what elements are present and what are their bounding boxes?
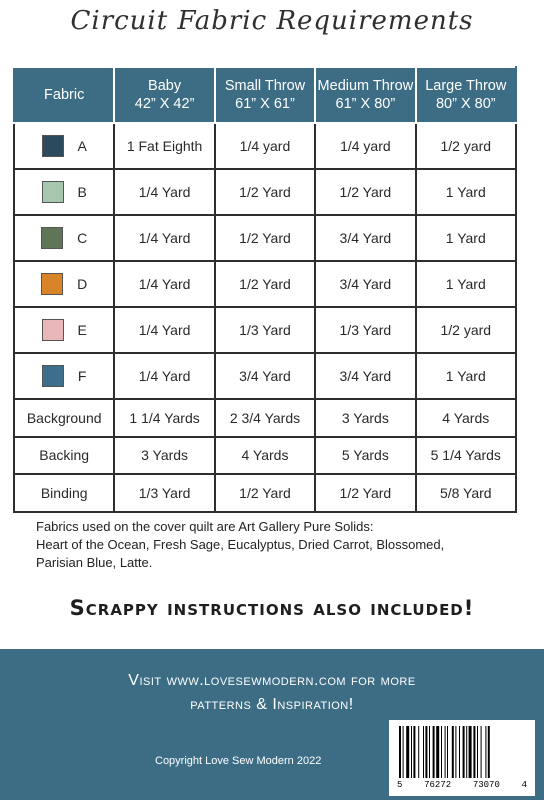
header-small-throw xyxy=(215,67,315,123)
amount-cell: 1 Yard xyxy=(416,261,516,307)
amount-cell: 5/8 Yard xyxy=(416,474,516,512)
note-line: Fabrics used on the cover quilt are Art Gallery Pure Solids: xyxy=(36,519,374,534)
header-small-throw-size: 61” X 61” xyxy=(235,96,295,112)
table-row xyxy=(14,261,516,307)
header-large-throw xyxy=(416,67,516,123)
table-row xyxy=(14,169,516,215)
visit-line: Visit www.lovesewmodern.com for more xyxy=(128,672,416,689)
fabric-cell xyxy=(14,307,114,353)
amount-cell: 1 Yard xyxy=(416,215,516,261)
amount-cell: 3/4 Yard xyxy=(315,353,415,399)
page-title: Circuit Fabric Requirements xyxy=(70,6,474,36)
header-fabric xyxy=(14,67,114,123)
amount-cell: 4 Yards xyxy=(416,399,516,437)
visit-website-text xyxy=(0,669,544,717)
amount-cell: 5 Yards xyxy=(315,437,415,475)
table-row xyxy=(14,215,516,261)
table-row xyxy=(14,437,516,475)
header-medium-throw-label: Medium Throw xyxy=(317,78,414,94)
amount-cell: 1 Yard xyxy=(416,353,516,399)
fabric-swatch-icon xyxy=(42,135,64,157)
amount-cell: 1 Fat Eighth xyxy=(114,123,214,169)
header-medium-throw-size: 61” X 80” xyxy=(335,96,396,112)
amount-cell: 1/2 Yard xyxy=(215,474,315,512)
amount-cell: 2 3/4 Yards xyxy=(215,399,315,437)
amount-cell: 3/4 Yard xyxy=(315,215,415,261)
amount-cell: 4 Yards xyxy=(215,437,315,475)
header-fabric-label: Fabric xyxy=(44,87,85,103)
amount-cell: 1/3 Yard xyxy=(215,307,315,353)
amount-cell: 3 Yards xyxy=(315,399,415,437)
amount-cell: 1/4 Yard xyxy=(114,353,214,399)
amount-cell: 1/3 Yard xyxy=(114,474,214,512)
header-small-throw-label: Small Throw xyxy=(224,78,306,94)
row-label-cell: Background xyxy=(14,399,114,437)
fabric-swatch-icon xyxy=(41,273,63,295)
visit-line: patterns & Inspiration! xyxy=(190,696,354,713)
fabric-letter: D xyxy=(77,276,88,292)
amount-cell: 1 Yard xyxy=(416,169,516,215)
fabric-letter: F xyxy=(77,368,87,384)
amount-cell: 1/4 Yard xyxy=(114,307,214,353)
fabric-note xyxy=(36,518,516,572)
footer-band xyxy=(0,649,544,800)
barcode-bars-icon xyxy=(397,726,527,778)
header-large-throw-size: 80” X 80” xyxy=(435,96,496,112)
fabric-swatch-icon xyxy=(42,365,64,387)
fabric-cell xyxy=(14,215,114,261)
amount-cell: 3 Yards xyxy=(114,437,214,475)
header-baby-size: 42” X 42” xyxy=(134,96,195,112)
amount-cell: 5 1/4 Yards xyxy=(416,437,516,475)
scrappy-instructions-banner: Scrappy instructions also included! xyxy=(69,596,475,620)
fabric-letter: C xyxy=(77,230,88,246)
barcode-digit: 5 xyxy=(397,780,403,790)
amount-cell: 1 1/4 Yards xyxy=(114,399,214,437)
amount-cell: 1/4 Yard xyxy=(114,261,214,307)
table-row xyxy=(14,474,516,512)
amount-cell: 1/4 yard xyxy=(315,123,415,169)
barcode-digit: 4 xyxy=(521,780,527,790)
fabric-cell xyxy=(14,123,114,169)
row-label-cell: Backing xyxy=(14,437,114,475)
barcode-digits xyxy=(397,780,527,790)
fabric-swatch-icon xyxy=(42,181,64,203)
note-line: Heart of the Ocean, Fresh Sage, Eucalyptus, Dried Carrot, Blossomed, xyxy=(36,537,445,552)
copyright-text: Copyright Love Sew Modern 2022 xyxy=(155,755,322,767)
amount-cell: 1/4 Yard xyxy=(114,215,214,261)
amount-cell: 1/2 yard xyxy=(416,123,516,169)
barcode-digit: 76272 xyxy=(424,780,452,790)
fabric-requirements-table xyxy=(13,66,517,513)
note-line: Parisian Blue, Latte. xyxy=(36,555,153,570)
amount-cell: 1/4 Yard xyxy=(114,169,214,215)
fabric-cell xyxy=(14,353,114,399)
amount-cell: 1/2 Yard xyxy=(215,169,315,215)
amount-cell: 1/2 yard xyxy=(416,307,516,353)
amount-cell: 3/4 Yard xyxy=(315,261,415,307)
fabric-letter: B xyxy=(77,184,87,200)
amount-cell: 1/4 yard xyxy=(215,123,315,169)
amount-cell: 1/2 Yard xyxy=(215,261,315,307)
fabric-swatch-icon xyxy=(41,227,63,249)
table-row xyxy=(14,353,516,399)
table-row xyxy=(14,307,516,353)
table-row xyxy=(14,123,516,169)
fabric-cell xyxy=(14,169,114,215)
header-medium-throw xyxy=(315,67,415,123)
amount-cell: 3/4 Yard xyxy=(215,353,315,399)
fabric-swatch-icon xyxy=(42,319,64,341)
fabric-cell xyxy=(14,261,114,307)
fabric-letter: E xyxy=(77,322,87,338)
header-large-throw-label: Large Throw xyxy=(425,78,507,94)
amount-cell: 1/3 Yard xyxy=(315,307,415,353)
header-baby-label: Baby xyxy=(148,78,182,94)
table-row xyxy=(14,399,516,437)
amount-cell: 1/2 Yard xyxy=(315,169,415,215)
table-header-row xyxy=(14,67,516,123)
amount-cell: 1/2 Yard xyxy=(215,215,315,261)
barcode-digit: 73070 xyxy=(472,780,500,790)
barcode xyxy=(389,720,535,796)
row-label-cell: Binding xyxy=(14,474,114,512)
header-baby xyxy=(114,67,214,123)
fabric-letter: A xyxy=(77,138,87,154)
table-body xyxy=(14,123,516,512)
amount-cell: 1/2 Yard xyxy=(315,474,415,512)
